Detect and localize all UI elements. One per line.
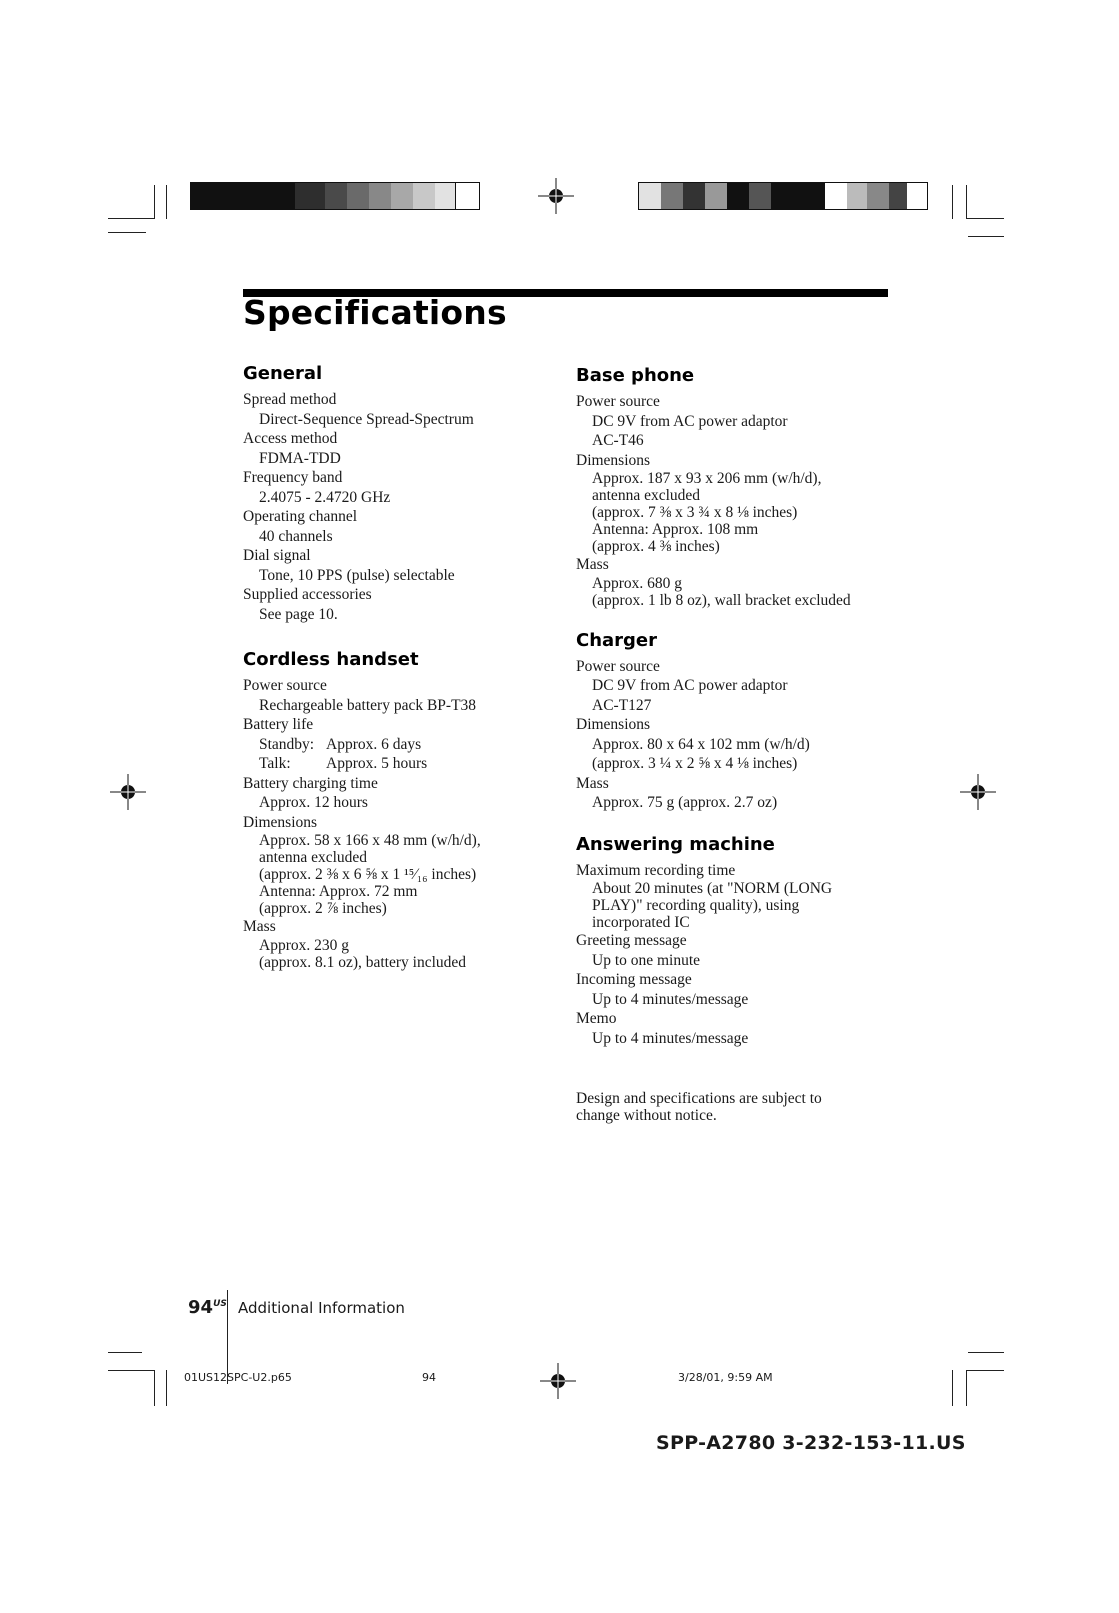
print-page-number: 94 <box>422 1371 436 1384</box>
spec-label: Battery charging time <box>243 774 378 792</box>
section-answering-machine <box>576 833 906 1049</box>
page-number <box>188 1297 227 1318</box>
battery-mode-label: Standby: <box>259 735 315 753</box>
spec-label: Battery life <box>243 716 314 733</box>
spec-value: 40 channels <box>259 527 333 545</box>
battery-mode-value: Approx. 5 hours <box>326 755 428 772</box>
spec-value: PLAY)" recording quality), using <box>592 897 800 914</box>
note-line: Design and specifications are subject to <box>576 1090 822 1107</box>
spec-label: Greeting message <box>576 932 687 949</box>
spec-label: Mass <box>576 556 609 573</box>
registration-bar-right <box>638 182 928 210</box>
spec-label: Supplied accessories <box>243 586 372 603</box>
spec-value: Approx. 230 g <box>259 936 349 954</box>
section-base-phone <box>576 364 906 609</box>
disclaimer-note <box>576 1090 906 1124</box>
registration-target-icon <box>110 774 146 810</box>
spec-value: Up to one minute <box>592 951 701 969</box>
spec-label: Access method <box>243 430 338 447</box>
spec-value: (approx. 2 ⅜ x 6 ⅝ x 1 ¹⁵⁄₁₆ inches) <box>259 866 477 883</box>
spec-value: See page 10. <box>259 605 338 623</box>
spec-value: (approx. 4 ⅜ inches) <box>592 538 720 555</box>
spec-value: Approx. 12 hours <box>259 794 368 811</box>
section-title: Cordless handset <box>243 649 419 670</box>
spec-value: (approx. 1 lb 8 oz), wall bracket excluded <box>592 591 851 609</box>
spec-value: Antenna: Approx. 72 mm <box>259 883 418 900</box>
spec-value: 2.4075 - 2.4720 GHz <box>259 488 391 506</box>
spec-label: Frequency band <box>243 469 343 486</box>
section-title: Charger <box>576 629 658 651</box>
spec-value: Tone, 10 PPS (pulse) selectable <box>259 566 455 584</box>
spec-value: (approx. 3 ¼ x 2 ⅝ x 4 ⅛ inches) <box>592 755 798 772</box>
spec-value: Approx. 187 x 93 x 206 mm (w/h/d), <box>592 470 822 487</box>
spec-value: Antenna: Approx. 108 mm <box>592 521 759 538</box>
section-title: Base phone <box>576 365 695 386</box>
spec-label: Power source <box>243 677 327 694</box>
print-datetime: 3/28/01, 9:59 AM <box>678 1371 773 1384</box>
battery-mode-value: Approx. 6 days <box>326 735 422 753</box>
spec-label: Power source <box>576 657 660 675</box>
spec-value: antenna excluded <box>592 487 701 504</box>
spec-value: (approx. 2 ⅞ inches) <box>259 900 387 917</box>
spec-value: (approx. 8.1 oz), battery included <box>259 953 467 971</box>
product-code: SPP-A2780 3-232-153-11.US <box>656 1432 966 1454</box>
registration-target-icon <box>538 178 574 214</box>
left-column <box>243 362 583 971</box>
spec-value: AC-T46 <box>592 432 644 449</box>
footer-divider <box>227 1290 228 1384</box>
spec-label: Mass <box>576 774 609 792</box>
registration-target-icon <box>540 1363 576 1399</box>
spec-label: Operating channel <box>243 508 358 525</box>
note-line: change without notice. <box>576 1107 717 1124</box>
section-charger <box>576 629 906 813</box>
spec-value: AC-T127 <box>592 696 652 714</box>
spec-value: (approx. 7 ⅜ x 3 ¾ x 8 ⅛ inches) <box>592 504 798 521</box>
print-file-name: 01US12SPC-U2.p65 <box>184 1371 292 1384</box>
spec-label: Incoming message <box>576 971 692 988</box>
spec-value: Up to 4 minutes/message <box>592 1029 749 1047</box>
spec-label: Dimensions <box>243 813 318 831</box>
spec-label: Dimensions <box>576 451 651 469</box>
spec-label: Spread method <box>243 391 337 408</box>
registration-bar-left <box>190 182 480 210</box>
spec-value: FDMA-TDD <box>259 449 341 467</box>
battery-life-talk <box>243 754 583 774</box>
spec-value: DC 9V from AC power adaptor <box>592 412 788 430</box>
page-title: Specifications <box>243 293 507 332</box>
right-column <box>576 364 906 1124</box>
battery-mode-label: Talk: <box>259 755 291 772</box>
spec-value: DC 9V from AC power adaptor <box>592 677 788 694</box>
spec-label: Mass <box>243 918 276 935</box>
spec-value: antenna excluded <box>259 849 368 866</box>
spec-value: Approx. 80 x 64 x 102 mm (w/h/d) <box>592 735 810 753</box>
section-general <box>243 362 583 624</box>
section-cordless-handset <box>243 648 583 971</box>
spec-value: Approx. 58 x 166 x 48 mm (w/h/d), <box>259 832 481 849</box>
spec-label: Power source <box>576 393 660 410</box>
battery-life-standby <box>243 735 583 755</box>
spec-label: Maximum recording time <box>576 861 736 879</box>
spec-value: About 20 minutes (at "NORM (LONG <box>592 880 833 897</box>
section-title: General <box>243 363 323 384</box>
spec-value: Rechargeable battery pack BP-T38 <box>259 696 477 714</box>
spec-value: Direct-Sequence Spread-Spectrum <box>259 410 474 428</box>
registration-target-icon <box>960 774 996 810</box>
spec-label: Dial signal <box>243 547 311 564</box>
footer-section-title: Additional Information <box>238 1299 405 1317</box>
spec-value: Approx. 680 g <box>592 574 682 592</box>
spec-value: Up to 4 minutes/message <box>592 990 749 1008</box>
spec-label: Dimensions <box>576 716 651 733</box>
page-number-value: 94 <box>188 1297 214 1318</box>
page-number-suffix: US <box>213 1299 227 1309</box>
spec-value: incorporated IC <box>592 914 690 931</box>
spec-value: Approx. 75 g (approx. 2.7 oz) <box>592 794 778 811</box>
section-title: Answering machine <box>576 833 775 855</box>
spec-label: Memo <box>576 1010 617 1027</box>
